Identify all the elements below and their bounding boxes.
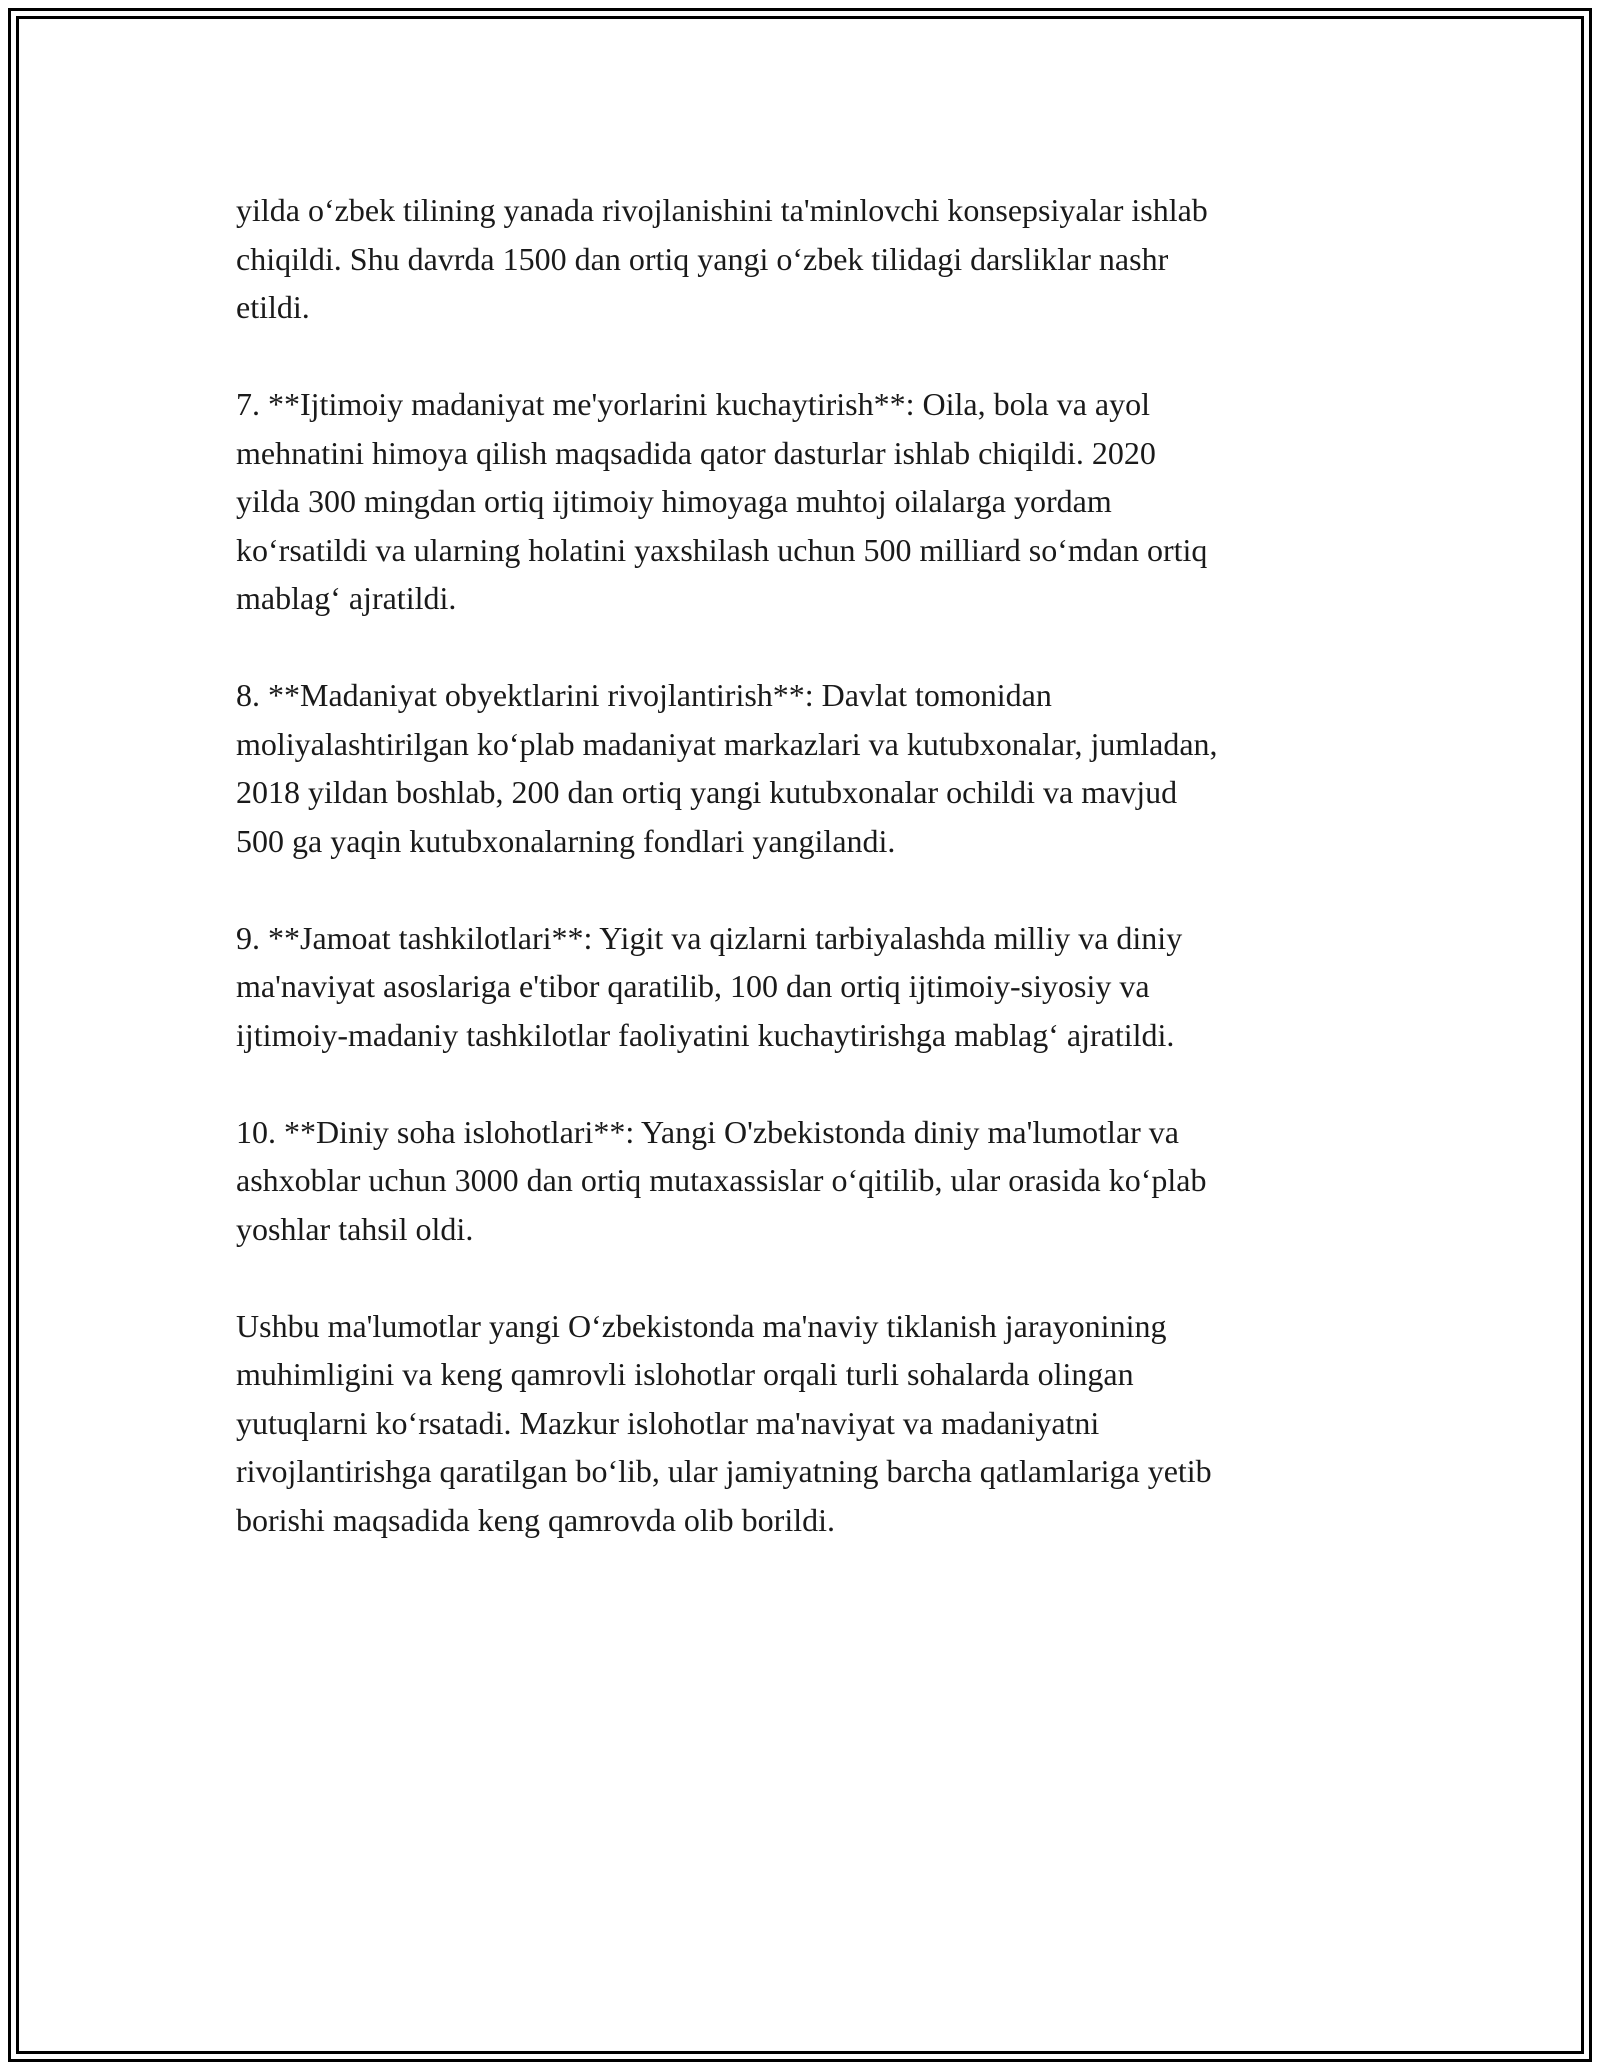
text-line: 2018 yildan boshlab, 200 dan ortiq yangi kutubxonalar ochildi va mavjud xyxy=(236,774,1178,810)
paragraph-item-9 xyxy=(236,914,1366,1060)
text-line: mablag‘ ajratildi. xyxy=(236,580,457,616)
document-body xyxy=(236,186,1366,1593)
text-line: 10. **Diniy soha islohotlari**: Yangi O'zbekistonda diniy ma'lumotlar va xyxy=(236,1113,1179,1150)
text-line: ashxoblar uchun 3000 dan ortiq mutaxassislar o‘qitilib, ular orasida ko‘plab xyxy=(236,1162,1207,1198)
text-line: yoshlar tahsil oldi. xyxy=(236,1210,474,1247)
paragraph-item-7 xyxy=(236,380,1366,623)
text-line: yilda 300 mingdan ortiq ijtimoiy himoyaga muhtoj oilalarga yordam xyxy=(236,483,1112,519)
text-line: muhimligini va keng qamrovli islohotlar orqali turli sohalarda olingan xyxy=(236,1356,1134,1392)
paragraph-item-8 xyxy=(236,671,1366,865)
paragraph-item-10 xyxy=(236,1108,1366,1254)
text-line: 9. **Jamoat tashkilotlari**: Yigit va qizlarni tarbiyalashda milliy va diniy xyxy=(236,919,1183,956)
text-line: 500 ga yaqin kutubxonalarning fondlari yangilandi. xyxy=(236,822,896,859)
text-line: 8. **Madaniyat obyektlarini rivojlantirish**: Davlat tomonidan xyxy=(236,677,1052,713)
paragraph-conclusion xyxy=(236,1302,1366,1545)
paragraph-intro-continuation xyxy=(236,186,1366,332)
text-line: ijtimoiy-madaniy tashkilotlar faoliyatini kuchaytirishga mablag‘ ajratildi. xyxy=(236,1016,1175,1053)
text-line: moliyalashtirilgan ko‘plab madaniyat markazlari va kutubxonalar, jumladan, xyxy=(236,725,1218,762)
text-line: ko‘rsatildi va ularning holatini yaxshilash uchun 500 milliard so‘mdan ortiq xyxy=(236,531,1208,568)
text-line: 7. **Ijtimoiy madaniyat me'yorlarini kuchaytirish**: Oila, bola va ayol xyxy=(236,386,1150,422)
text-line: rivojlantirishga qaratilgan bo‘lib, ular jamiyatning barcha qatlamlariga yetib xyxy=(236,1453,1212,1489)
text-line: Ushbu ma'lumotlar yangi O‘zbekistonda ma'naviy tiklanish jarayonining xyxy=(236,1307,1167,1344)
text-line: borishi maqsadida keng qamrovda olib borildi. xyxy=(236,1501,835,1538)
text-line: chiqildi. Shu davrda 1500 dan ortiq yangi o‘zbek tilidagi darsliklar nashr xyxy=(236,240,1169,277)
text-line: ma'naviyat asoslariga e'tibor qaratilib, 100 dan ortiq ijtimoiy-siyosiy va xyxy=(236,968,1150,1004)
text-line: yutuqlarni ko‘rsatadi. Mazkur islohotlar ma'naviyat va madaniyatni xyxy=(236,1404,1100,1441)
text-line: yilda o‘zbek tilining yanada rivojlanishini ta'minlovchi konsepsiyalar ishlab xyxy=(236,192,1208,228)
text-line: mehnatini himoya qilish maqsadida qator dasturlar ishlab chiqildi. 2020 xyxy=(236,434,1156,471)
text-line: etildi. xyxy=(236,289,310,325)
